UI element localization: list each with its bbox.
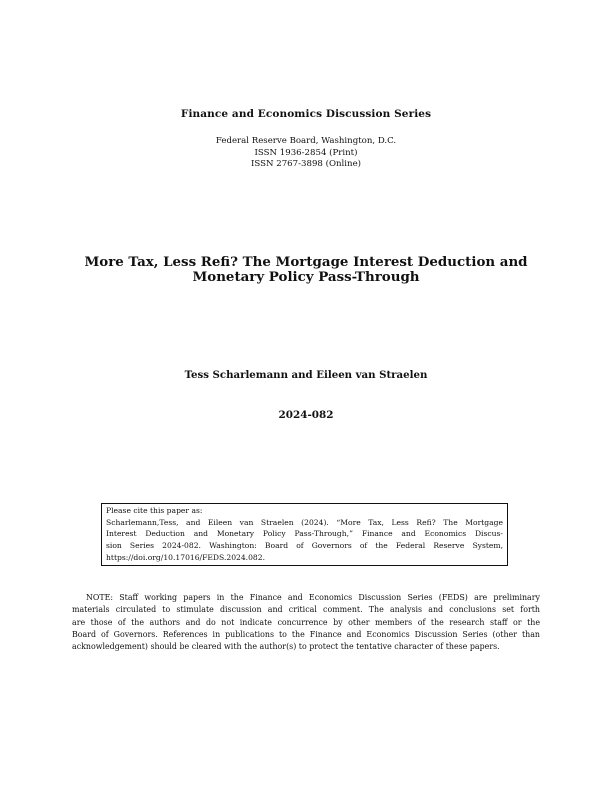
note-line: materials circulated to stimulate discussion and critical comment. The analysis and conclusions set forth [72, 605, 540, 615]
publisher-location: Federal Reserve Board, Washington, D.C. [215, 136, 397, 146]
note-line: are those of the authors and do not indicate concurrence by other members of the research staff or the [72, 617, 540, 627]
citation-doi-link[interactable]: https://doi.org/10.17016/FEDS.2024.082. [106, 552, 266, 562]
note-line: NOTE: Staff working papers in the Finance and Economics Discussion Series (FEDS) are preliminary [86, 593, 540, 602]
paper-authors: Tess Scharlemann and Eileen van Straelen [184, 369, 428, 381]
citation-line: Interest Deduction and Monetary Policy Pass-Through,” Finance and Economics Discus- [106, 529, 503, 539]
disclaimer-note [72, 592, 540, 653]
paper-title [60, 255, 552, 285]
issn-online: ISSN 2767-3898 (Online) [250, 159, 362, 169]
citation-heading: Please cite this paper as: [106, 506, 203, 515]
note-line: Board of Governors. References in publications to the Finance and Economics Discussion Series (other than [72, 629, 540, 639]
paper-title-line-1: More Tax, Less Refi? The Mortgage Interest Deduction and [84, 254, 528, 270]
citation-box [101, 503, 508, 566]
series-title: Finance and Economics Discussion Series [180, 108, 432, 120]
publisher-info [0, 136, 612, 171]
note-line: acknowledgement) should be cleared with the author(s) to protect the tentative character of these papers. [72, 642, 500, 652]
paper-title-line-2: Monetary Policy Pass-Through [192, 269, 420, 285]
citation-line: Scharlemann,Tess, and Eileen van Straelen (2024). “More Tax, Less Refi? The Mortgage [106, 517, 503, 527]
paper-number: 2024-082 [278, 409, 334, 421]
issn-print: ISSN 1936-2854 (Print) [254, 147, 358, 158]
citation-line: sion Series 2024-082. Washington: Board of Governors of the Federal Reserve System, [106, 541, 503, 551]
